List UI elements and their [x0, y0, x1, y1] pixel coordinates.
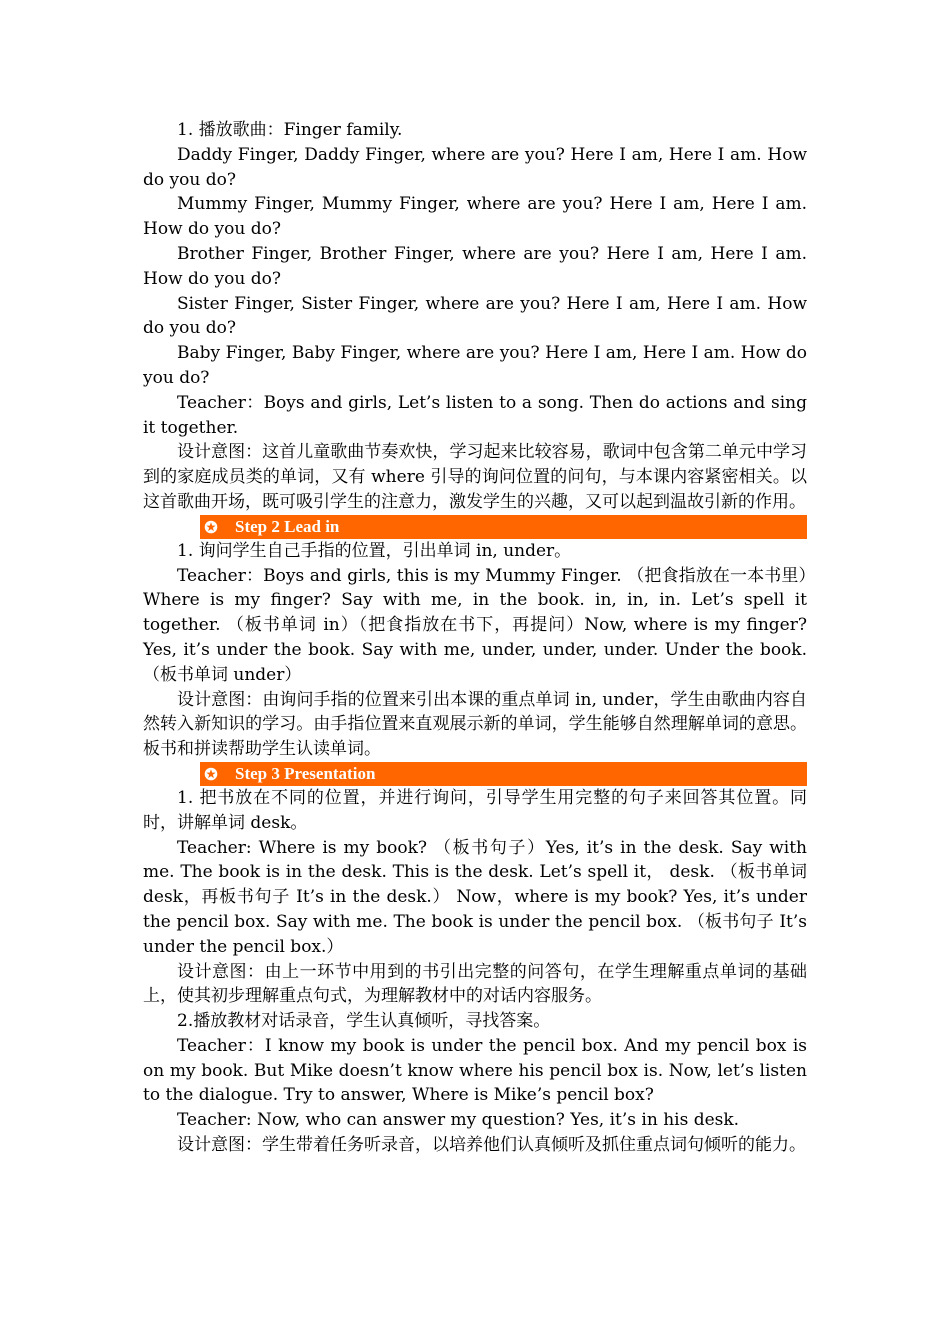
song-line-sister: Sister Finger, Sister Finger, where are you? Here I am, Here I am. How do you do? — [143, 293, 807, 339]
step-3-teacher-1: Teacher: Where is my book? （板书句子）Yes, it’s in the desk. Say with me. The book is in the desk. This is the desk. Let’s spell it， desk. （板书单词 desk，再板书句子 It’s in the desk.） Now，where is my book? Yes, it’s under the pencil box. Say with me. The book is under the pencil box. （板书句子 It’s under the pencil box.） — [143, 837, 807, 957]
step-3-teacher-3: Teacher: Now, who can answer my question? Yes, it’s in his desk. — [177, 1110, 740, 1131]
star-circle-icon — [204, 767, 218, 781]
step-3-header — [200, 762, 807, 786]
song-line-baby: Baby Finger, Baby Finger, where are you? Here I am, Here I am. How do you do? — [143, 343, 807, 388]
step-3-item-1: 1. 把书放在不同的位置，并进行询问，引导学生用完整的句子来回答其位置。同时，讲解单词 desk。 — [143, 787, 807, 833]
song-line-mummy: Mummy Finger, Mummy Finger, where are you? Here I am, Here I am. How do you do? — [143, 194, 807, 240]
step-2-design-intent: 设计意图：由询问手指的位置来引出本课的重点单词 in, under，学生由歌曲内容自然转入新知识的学习。由手指位置来直观展示新的单词，学生能够自然理解单词的意思。板书和拼读帮助学生认读单词。 — [143, 689, 807, 760]
step-2-item: 1. 询问学生自己手指的位置，引出单词 in, under。 — [177, 540, 572, 561]
step-3-item-2: 2.播放教材对话录音，学生认真倾听，寻找答案。 — [177, 1011, 551, 1032]
step-2-teacher: Teacher：Boys and girls, this is my Mummy Finger. （把食指放在一本书里）Where is my finger? Say with me, in the book. in, in, in. Let’s spell it together. （板书单词 in）（把食指放在书下，再提问）Now, where is my finger? Yes, it’s under the book. Say with me, under, under, under. Under the book. （板书单词 under） — [143, 565, 807, 685]
step-2-header — [200, 515, 807, 539]
star-circle-icon — [204, 520, 218, 534]
step-3-title: Step 3 Presentation — [235, 763, 376, 783]
lesson-plan-page — [143, 118, 807, 1158]
step-2-title: Step 2 Lead in — [235, 516, 340, 536]
song-line-daddy: Daddy Finger, Daddy Finger, where are you? Here I am, Here I am. How do you do? — [143, 144, 807, 190]
step-3-design-intent-2: 设计意图：学生带着任务听录音，以培养他们认真倾听及抓住重点词句倾听的能力。 — [177, 1135, 806, 1156]
song-teacher-line: Teacher：Boys and girls, Let’s listen to a song. Then do actions and sing it together. — [143, 392, 807, 438]
song-heading: 1. 播放歌曲：Finger family. — [177, 120, 403, 140]
song-design-intent: 设计意图：这首儿童歌曲节奏欢快，学习起来比较容易，歌词中包含第二单元中学习到的家庭成员类的单词，又有 where 引导的询问位置的问句，与本课内容紧密相关。以这首歌曲开场，既可吸引学生的注意力，激发学生的兴趣，又可以起到温故引新的作用。 — [143, 442, 807, 512]
song-line-brother: Brother Finger, Brother Finger, where are you? Here I am, Here I am. How do you do? — [143, 243, 807, 289]
step-3-teacher-2: Teacher：I know my book is under the pencil box. And my pencil box is on my book. But Mike doesn’t know where his pencil box is. Now, let’s listen to the dialogue. Try to answer, Where is Mike’s pencil box? — [143, 1035, 807, 1106]
step-3-design-intent-1: 设计意图：由上一环节中用到的书引出完整的问答句，在学生理解重点单词的基础上，使其初步理解重点句式，为理解教材中的对话内容服务。 — [143, 961, 807, 1007]
